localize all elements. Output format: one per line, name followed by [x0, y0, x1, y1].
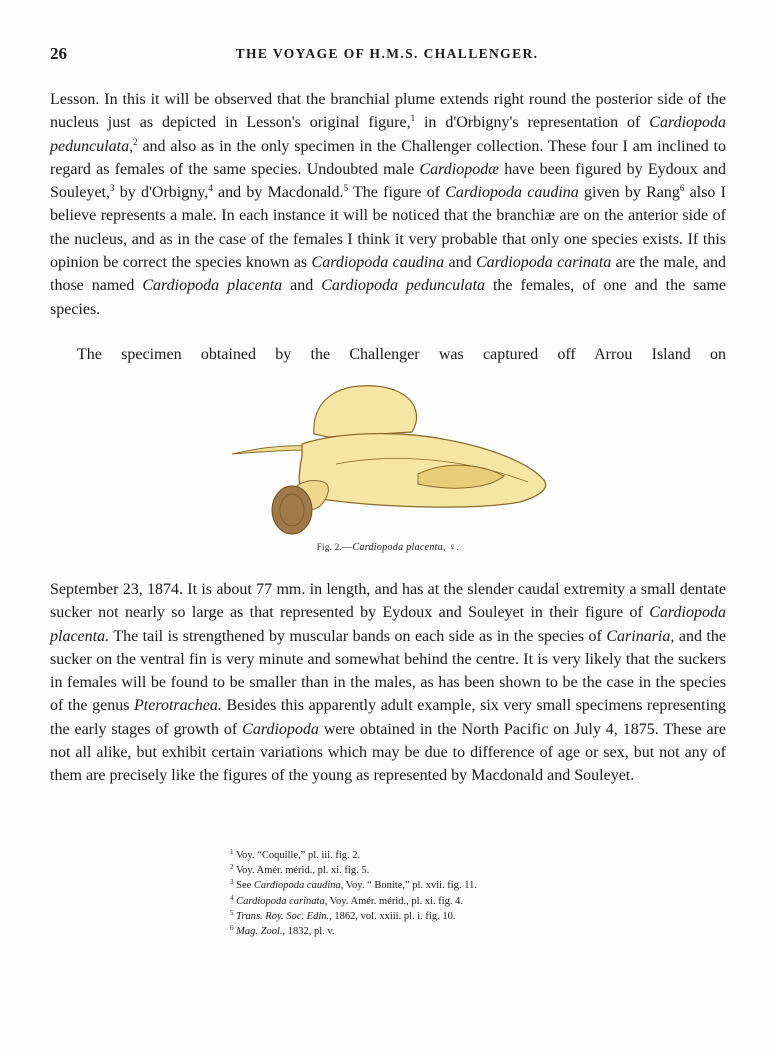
text-run: and	[282, 277, 322, 295]
footnote-ref: 3	[110, 183, 115, 194]
species-name: Cardiopoda placenta	[142, 277, 283, 295]
text-run: also I believe represents a male. In each instance it will be noticed that the branchiæ are on the anterior side of the nucleus, and as in the case of the females I think it very probable that only one species exists. If this opinion be correct the species known as	[50, 184, 727, 272]
footnote-text: 1832, pl. v.	[285, 926, 335, 938]
footnote	[230, 878, 650, 893]
body	[299, 434, 546, 507]
footnote-ref: 4	[208, 183, 213, 194]
species-name: Cardiopoda caudina	[445, 184, 579, 202]
species-name: Cardiopoda pedunculata,	[50, 114, 727, 155]
sucker	[272, 486, 312, 534]
footnote-number: 6	[230, 924, 234, 933]
text-run: and	[444, 254, 476, 272]
footnote-text: Voy. Amér. mérid., pl. xi. fig. 4.	[327, 895, 464, 907]
footnote-number: 3	[230, 878, 234, 887]
paragraph-3	[50, 578, 726, 788]
footnote-number: 1	[230, 848, 234, 856]
species-name: Pterotrachea.	[134, 697, 222, 715]
species-name: Cardiopoda	[242, 720, 319, 738]
caption-dash: —	[342, 542, 353, 553]
running-title: THE VOYAGE OF H.M.S. CHALLENGER.	[235, 46, 539, 61]
footnote	[230, 924, 650, 939]
footnote-number: 4	[230, 893, 234, 902]
page-number: 26	[50, 44, 67, 63]
footnote-number: 2	[230, 863, 234, 872]
text-run: have been figured by Eydoux and Souleyet,	[50, 160, 727, 202]
footnote-number: 5	[230, 908, 234, 917]
footnote-text: See	[236, 880, 254, 892]
footnote-text: 1862, vol. xxiii. pl. i. fig. 10.	[331, 910, 456, 922]
text-run: given by Rang	[578, 184, 680, 202]
footnote-ref: 2	[133, 136, 138, 147]
footnote	[230, 848, 650, 863]
text-run: were obtained in the North Pacific on July 4, 1875. These are not all alike, but exhibit certain variations which may be due to difference of age or sex, but not any of them are precisely like the figures of the young as represented by Macdonald and Souleyet.	[50, 720, 726, 785]
footnote	[230, 863, 650, 878]
figure-cardiopoda-illustration	[228, 382, 552, 542]
footnote-italic: Cardiopoda caudina,	[253, 880, 344, 892]
species-name: Cardiopoda placenta.	[50, 604, 726, 645]
footnote	[230, 909, 650, 924]
caption-species: Cardiopoda placenta,	[352, 542, 446, 553]
text-run: in d'Orbigny's representation of	[415, 114, 650, 132]
text-run: The tail is strengthened by muscular bands on each side as in the species of	[109, 627, 607, 645]
text-run: Besides this apparently adult example, six very small specimens representing the early stages of growth of	[50, 697, 727, 738]
text-run: the females, of one and the same species.	[50, 277, 727, 318]
text-run: September 23, 1874. It is about 77 mm. in length, and has at the slender caudal extremity a small dentate sucker not nearly so large as that represented by Eydoux and Souleyet in their figure of	[50, 581, 726, 622]
footnote-ref: 5	[343, 183, 349, 194]
text-run: are the male, and those named	[50, 254, 727, 295]
text-run: Lesson. In this it will be observed that the branchial plume extends right round the posterior side of the nucleus just as depicted in Lesson's original figure,	[50, 91, 726, 132]
fin-lobe	[314, 386, 417, 437]
footnote-text: Voy. “Coquille,” pl. iii. fig. 2.	[235, 850, 361, 861]
text-run: by d'Orbigny,	[114, 184, 209, 202]
text-run: and by Macdonald.	[212, 184, 344, 202]
text-run: and also as in the only specimen in the Challenger collection. These four I am inclined to regard as females of the same species. Undoubted male	[50, 137, 726, 178]
footnote-ref: 1	[410, 113, 416, 124]
species-name: Carinaria,	[606, 627, 675, 645]
page-header	[50, 44, 724, 66]
footnote-text: Voy. “ Bonite,” pl. xvii. fig. 11.	[343, 880, 477, 892]
footnote-italic: Cardiopoda carinata,	[236, 895, 328, 907]
text-run: and the sucker on the ventral fin is very minute and somewhat behind the centre. It is very likely that the suckers in females will be found to be smaller than in the males, as has been shown to be the case in the species of the genus	[50, 627, 726, 715]
species-name: Cardiopoda caudina	[311, 254, 445, 272]
figure-caption	[0, 542, 776, 553]
species-name: Cardiopoda pedunculata	[321, 277, 486, 295]
paragraph-2: The specimen obtained by the Challenger was captured off Arrou Island on	[77, 346, 726, 363]
footnote	[230, 894, 650, 909]
text-run: The figure of	[348, 184, 446, 202]
tail-filament	[232, 446, 308, 454]
footnote-text: Voy. Amér. mérid., pl. xi. fig. 5.	[235, 865, 370, 877]
caption-sex: ♀.	[445, 542, 460, 553]
species-name: Cardiopodæ	[419, 160, 499, 178]
footnote-ref: 6	[679, 183, 685, 194]
species-name: Cardiopoda carinata	[475, 254, 612, 272]
footnotes	[230, 848, 650, 939]
footnote-italic: Trans. Roy. Soc. Edin.,	[236, 910, 332, 922]
footnote-italic: Mag. Zool.,	[236, 926, 286, 938]
figure-label: Fig. 2.	[316, 542, 343, 552]
paragraph-1	[50, 88, 726, 321]
